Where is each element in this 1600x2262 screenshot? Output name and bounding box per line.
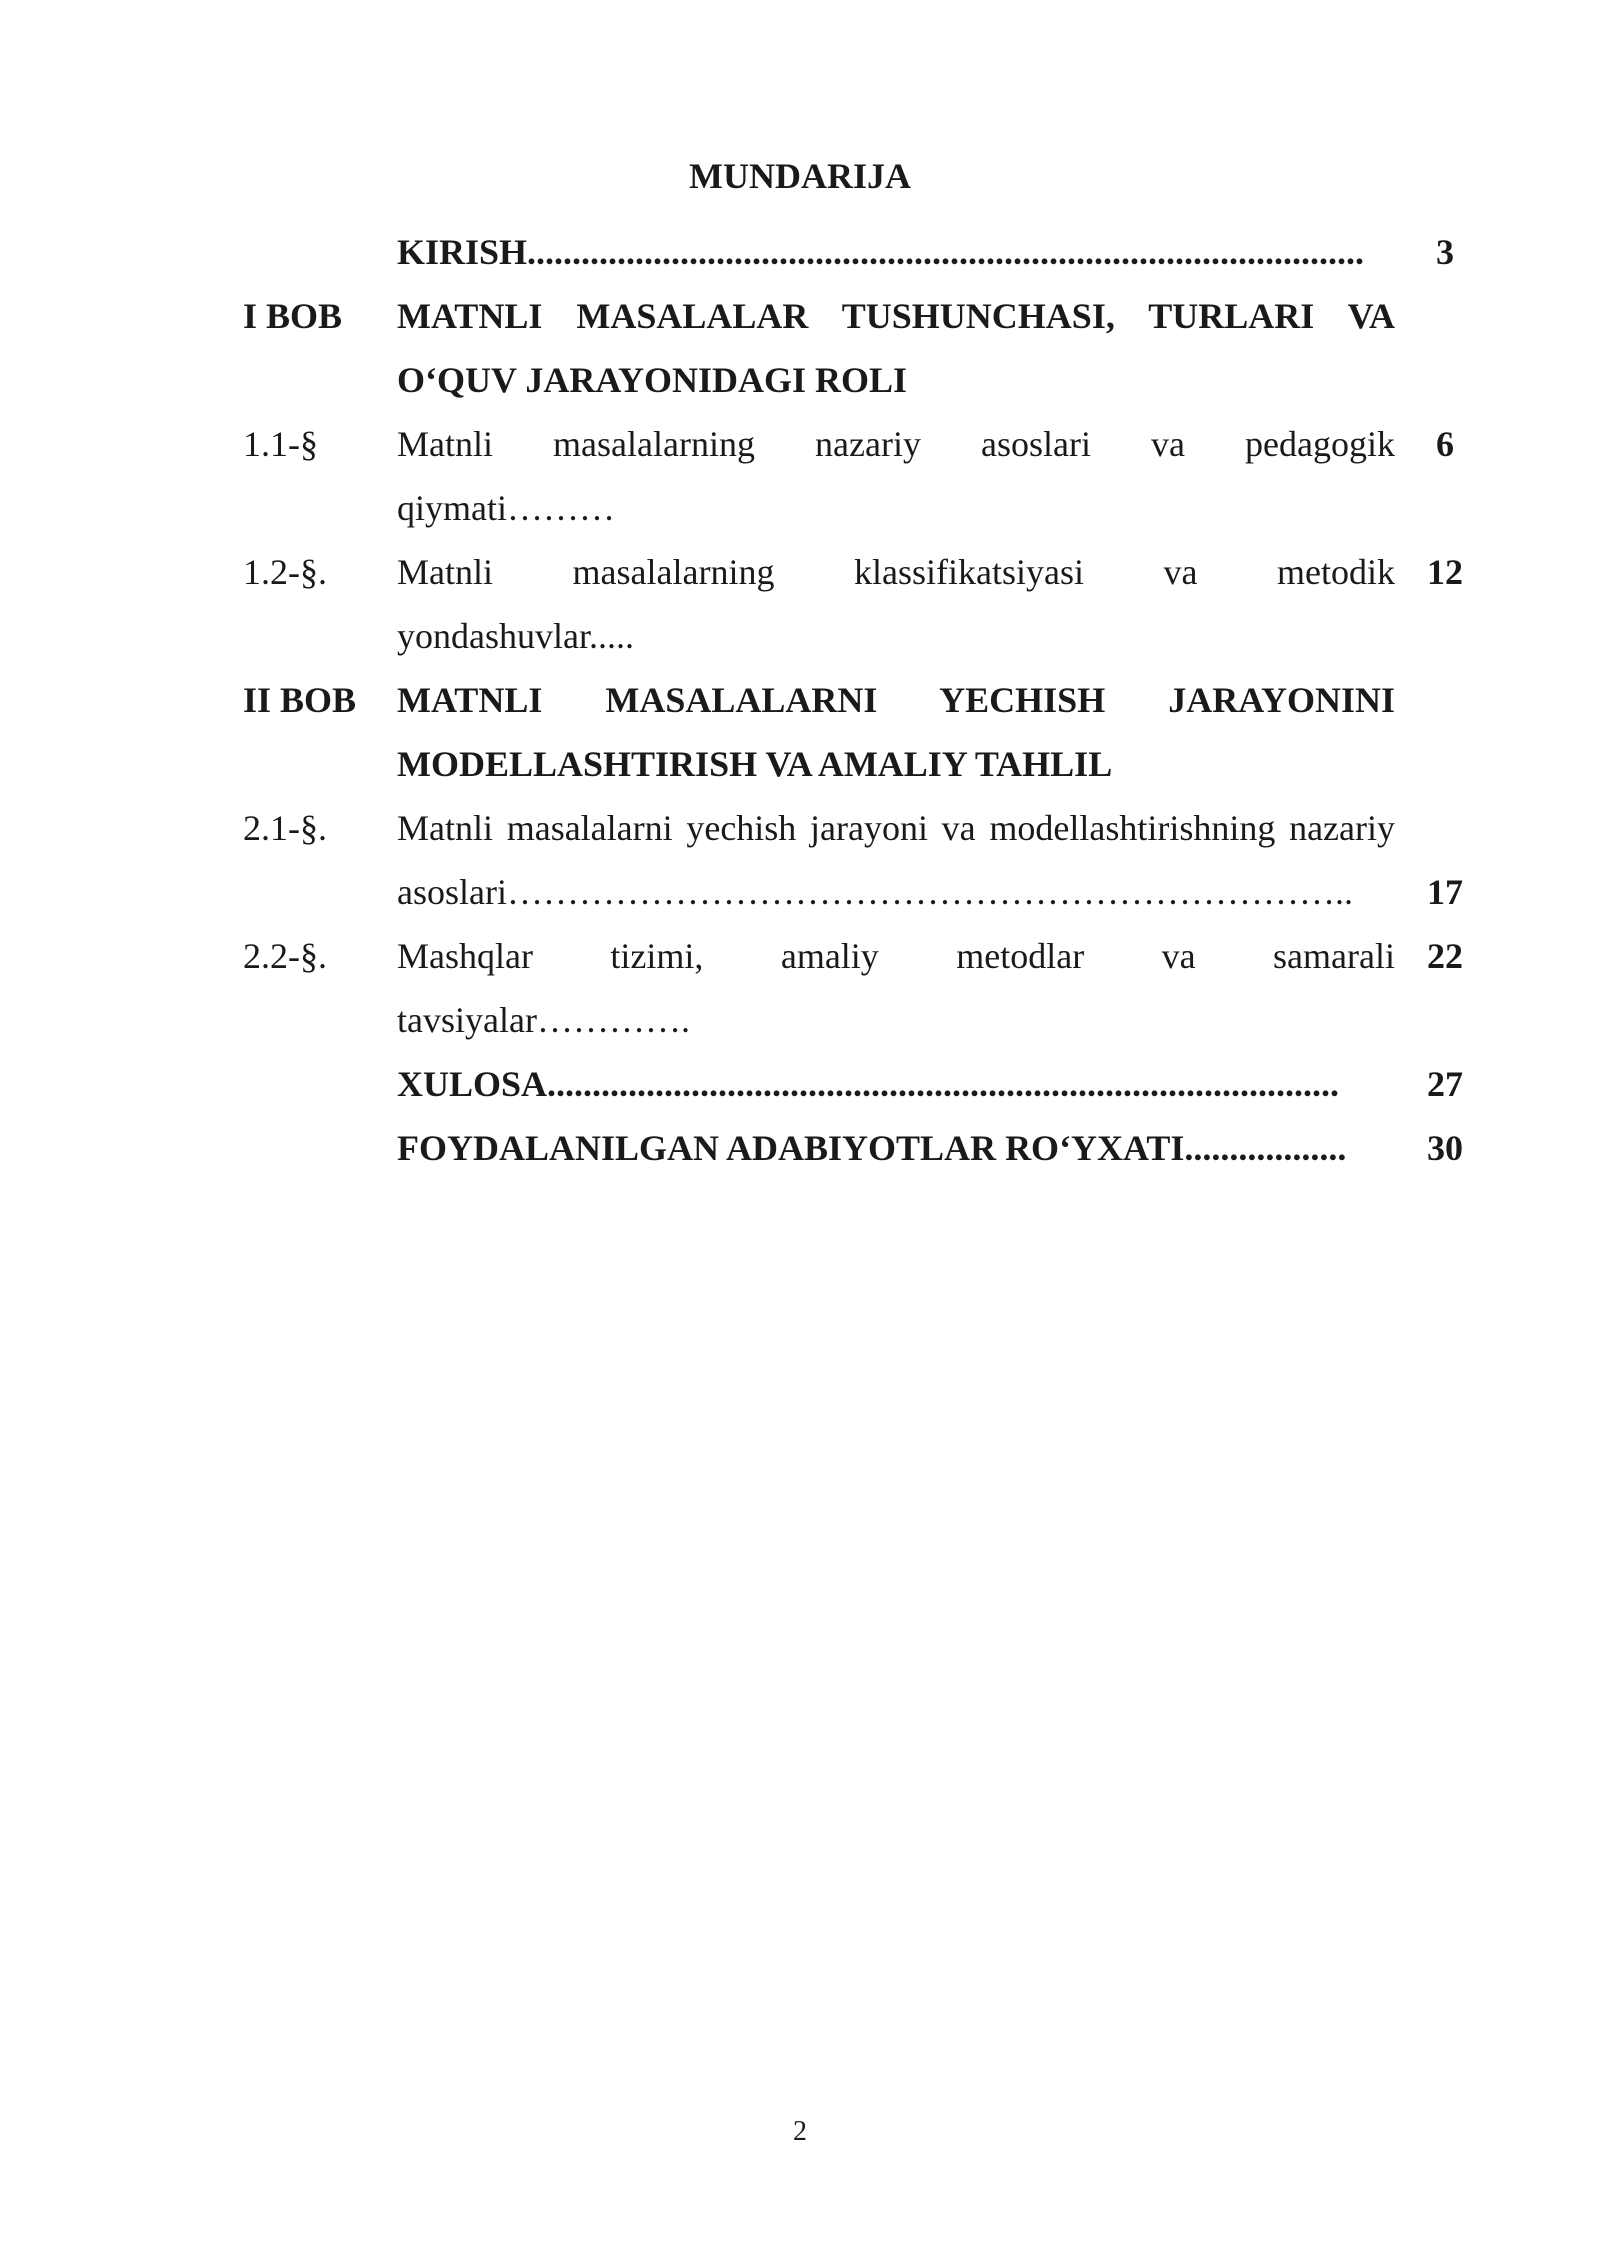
toc-entry-title <box>397 924 1395 1052</box>
toc-entry <box>0 668 1600 796</box>
toc-entry-title <box>397 284 1395 412</box>
toc-entry-label: 1.1-§ <box>243 424 318 464</box>
toc-entry-title <box>397 1116 1395 1180</box>
toc-entry-title-line: XULOSA........................................................................................ <box>397 1064 1340 1104</box>
toc-entry-page: 3 <box>1436 232 1454 272</box>
toc-entry-title-line: qiymati……… <box>397 488 615 528</box>
toc-entry-title-line: O‘QUV JARAYONIDAGI ROLI <box>397 360 908 400</box>
toc-entry-title <box>397 220 1395 284</box>
toc-entry-label: II BOB <box>243 680 357 720</box>
toc-entry-title-line: Matnli masalalarni yechish jarayoni va modellashtirishning nazariy <box>397 808 1395 848</box>
toc-entry-title-line: tavsiyalar…………. <box>397 1000 690 1040</box>
toc-entry-title <box>397 540 1395 668</box>
toc-entry <box>0 220 1600 284</box>
toc-entry-label: 2.1-§. <box>243 808 327 848</box>
toc-entry <box>0 924 1600 1052</box>
toc-entry-page: 30 <box>1427 1128 1463 1168</box>
toc-entry-title-line: asoslari…………………………………………………………….. <box>397 872 1353 912</box>
toc-entry-label: I BOB <box>243 296 343 336</box>
toc-entry-page: 22 <box>1427 936 1463 976</box>
toc-entry <box>0 284 1600 412</box>
toc-entry-page: 27 <box>1427 1064 1463 1104</box>
toc-entry <box>0 412 1600 540</box>
toc-entry-page: 6 <box>1436 424 1454 464</box>
toc-entry-title-line: Mashqlar tizimi, amaliy metodlar va samarali <box>397 936 1395 976</box>
toc-entry-title <box>397 1052 1395 1116</box>
toc-entry <box>0 1052 1600 1116</box>
toc-entry-title-line: FOYDALANILGAN ADABIYOTLAR RO‘YXATI.................. <box>397 1128 1347 1168</box>
toc-entry-title <box>397 412 1395 540</box>
toc-entry-page: 12 <box>1427 552 1463 592</box>
toc-entry-title <box>397 668 1395 796</box>
page-title: MUNDARIJA <box>689 156 911 196</box>
toc-entry-label: 2.2-§. <box>243 936 327 976</box>
toc-entry-title <box>397 796 1395 924</box>
toc-entry <box>0 540 1600 668</box>
toc-entry-label: 1.2-§. <box>243 552 327 592</box>
toc-entry <box>0 1116 1600 1180</box>
page-number: 2 <box>793 2116 807 2147</box>
toc-entry-title-line: MATNLI MASALALARNI YECHISH JARAYONINI <box>397 680 1395 720</box>
toc-entry <box>0 796 1600 924</box>
toc-entry-title-line: Matnli masalalarning nazariy asoslari va pedagogik <box>397 424 1395 464</box>
toc-entry-title-line: MATNLI MASALALAR TUSHUNCHASI, TURLARI VA <box>397 296 1395 336</box>
toc-entry-title-line: MODELLASHTIRISH VA AMALIY TAHLIL <box>397 744 1113 784</box>
toc-entry-title-line: yondashuvlar..... <box>397 616 634 656</box>
toc-entry-title-line: Matnli masalalarning klassifikatsiyasi va metodik <box>397 552 1395 592</box>
toc-entry-page: 17 <box>1427 872 1463 912</box>
toc-entry-title-line: KIRISH............................................................................................. <box>397 232 1365 272</box>
